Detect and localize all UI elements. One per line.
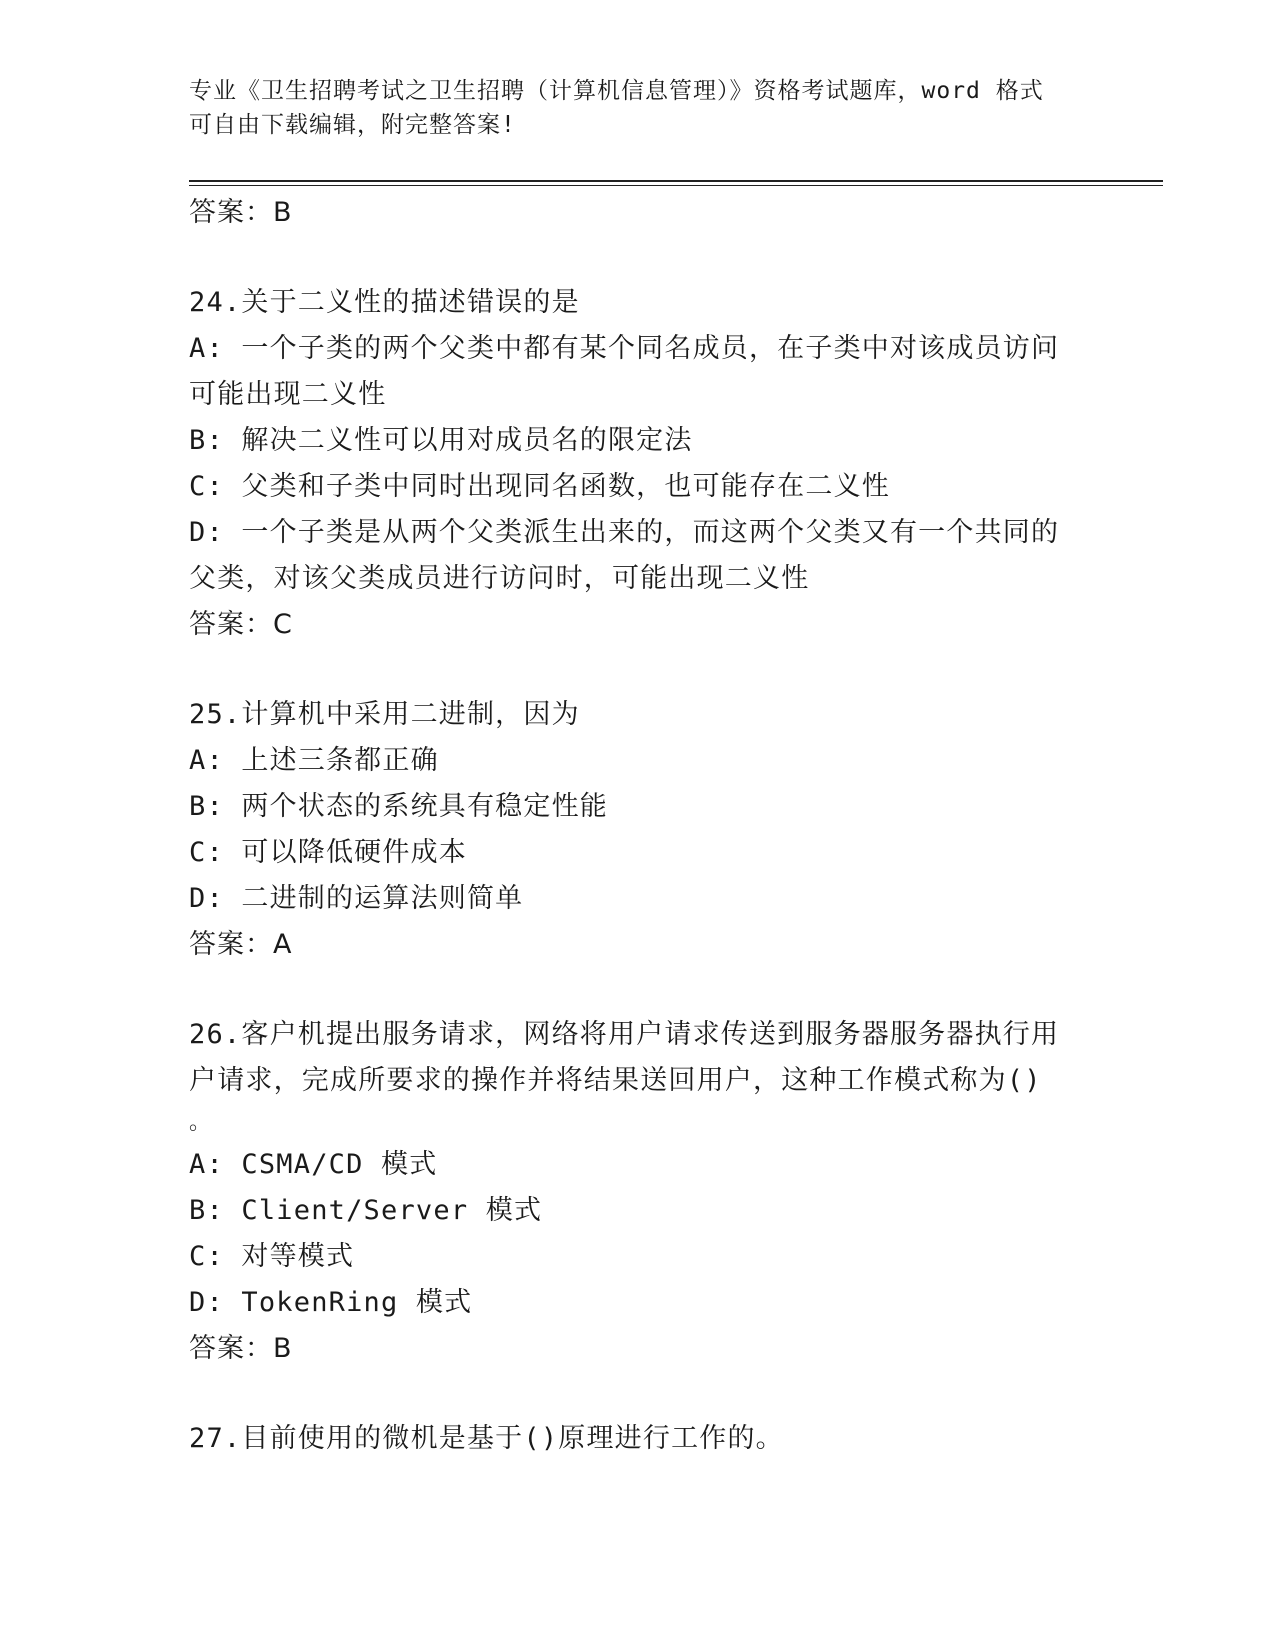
spacer (189, 648, 1089, 692)
question-26-option-b: B: Client/Server 模式 (189, 1195, 543, 1226)
question-24-option-a-cont: 可能出现二义性 (189, 379, 387, 410)
question-26-text-end: 。 (189, 1110, 213, 1135)
question-26-option-c: C: 对等模式 (189, 1241, 355, 1272)
document-header (189, 74, 1089, 142)
question-26-answer: 答案：B (189, 1333, 293, 1364)
spacer (189, 1372, 1089, 1416)
question-26 (189, 1012, 1089, 1372)
question-25-answer: 答案：A (189, 929, 293, 960)
question-24-option-c: C: 父类和子类中同时出现同名函数，也可能存在二义性 (189, 471, 890, 502)
header-line-1: 专业《卫生招聘考试之卫生招聘（计算机信息管理）》资格考试题库，word 格式 (189, 78, 1044, 104)
question-25-option-a: A: 上述三条都正确 (189, 745, 439, 776)
header-divider (189, 180, 1163, 186)
previous-answer: 答案：B (189, 197, 293, 228)
question-24-answer: 答案：C (189, 609, 293, 640)
question-26-option-a: A: CSMA/CD 模式 (189, 1149, 438, 1180)
question-24-option-d: D: 一个子类是从两个父类派生出来的，而这两个父类又有一个共同的 (189, 517, 1060, 548)
spacer (189, 968, 1089, 1012)
question-list (189, 190, 1089, 1462)
header-line-2: 可自由下载编辑，附完整答案! (189, 112, 516, 138)
question-25 (189, 692, 1089, 968)
question-24 (189, 280, 1089, 648)
question-24-option-a: A: 一个子类的两个父类中都有某个同名成员，在子类中对该成员访问 (189, 333, 1060, 364)
question-25-option-b: B: 两个状态的系统具有稳定性能 (189, 791, 608, 822)
question-26-option-d: D: TokenRing 模式 (189, 1287, 473, 1318)
question-25-option-c: C: 可以降低硬件成本 (189, 837, 467, 868)
spacer (189, 236, 1089, 280)
question-24-option-d-cont: 父类，对该父类成员进行访问时，可能出现二义性 (189, 563, 810, 594)
question-25-text: 25.计算机中采用二进制，因为 (189, 699, 580, 730)
question-25-option-d: D: 二进制的运算法则简单 (189, 883, 524, 914)
question-26-text-cont: 户请求，完成所要求的操作并将结果送回用户，这种工作模式称为() (189, 1065, 1042, 1096)
question-27-text: 27.目前使用的微机是基于()原理进行工作的。 (189, 1423, 784, 1454)
question-24-text: 24.关于二义性的描述错误的是 (189, 287, 580, 318)
question-26-text: 26.客户机提出服务请求，网络将用户请求传送到服务器服务器执行用 (189, 1019, 1060, 1050)
question-27 (189, 1416, 1089, 1462)
question-24-option-b: B: 解决二义性可以用对成员名的限定法 (189, 425, 693, 456)
